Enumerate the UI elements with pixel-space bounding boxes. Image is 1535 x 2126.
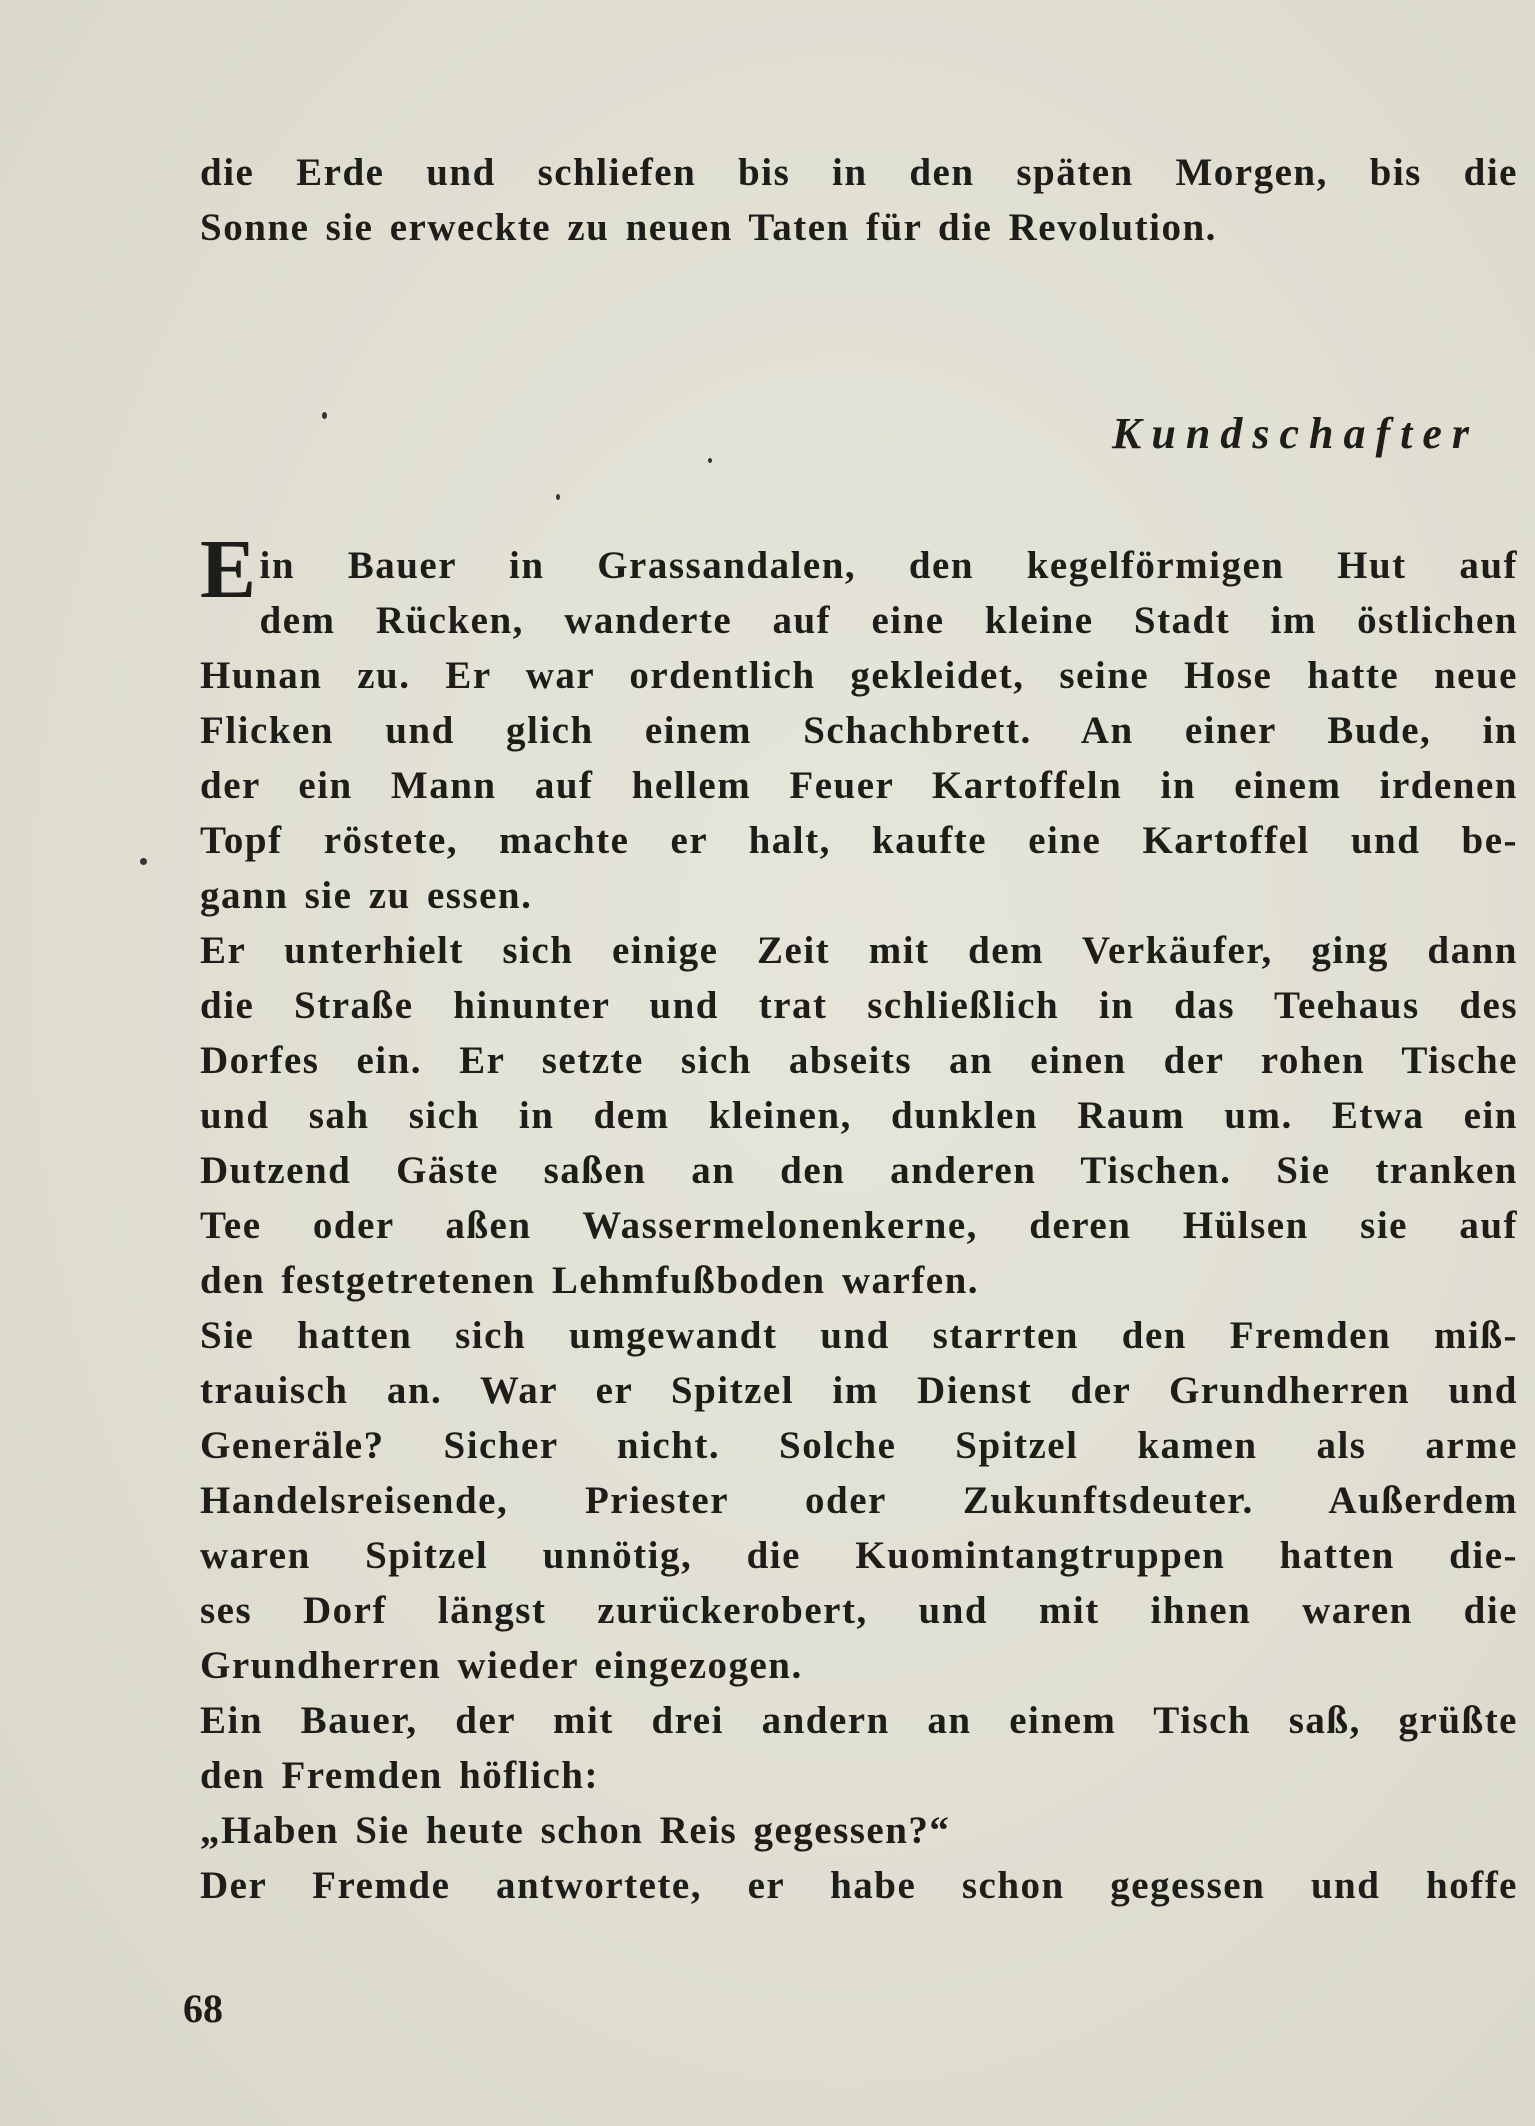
- text-line: Sie hatten sich umgewandt und starrten den Fremden miß-: [200, 1314, 1518, 1357]
- text-line: den Fremden höflich:: [200, 1754, 599, 1797]
- ink-speck: [556, 494, 560, 500]
- text-line: Er unterhielt sich einige Zeit mit dem Verkäufer, ging dann: [200, 929, 1518, 972]
- ink-speck: [708, 458, 712, 463]
- text-line: Hunan zu. Er war ordentlich gekleidet, seine Hose hatte neue: [200, 654, 1518, 697]
- text-line: ses Dorf längst zurückerobert, und mit ihnen waren die: [200, 1589, 1518, 1632]
- text-line: Topf röstete, machte er halt, kaufte eine Kartoffel und be-: [200, 819, 1518, 862]
- text-line: Dutzend Gäste saßen an den anderen Tischen. Sie tranken: [200, 1149, 1518, 1192]
- text-line: Grundherren wieder eingezogen.: [200, 1644, 803, 1687]
- page-number: 68: [183, 1986, 223, 2031]
- text-line: und sah sich in dem kleinen, dunklen Raum um. Etwa ein: [200, 1094, 1518, 1137]
- text-line: Sonne sie erweckte zu neuen Taten für die Revolution.: [200, 206, 1217, 249]
- ink-speck: [322, 412, 327, 419]
- section-title: Kundschafter: [1112, 409, 1479, 458]
- text-line: trauisch an. War er Spitzel im Dienst der Grundherren und: [200, 1369, 1518, 1412]
- top-paragraph: [200, 145, 1518, 255]
- text-line: Dorfes ein. Er setzte sich abseits an einen der rohen Tische: [200, 1039, 1518, 1082]
- ink-speck: [140, 858, 147, 865]
- text-line: Ein Bauer, der mit drei andern an einem Tisch saß, grüßte: [200, 1699, 1518, 1742]
- text-line: den festgetretenen Lehmfußboden warfen.: [200, 1259, 980, 1302]
- text-line: gann sie zu essen.: [200, 874, 533, 917]
- text-line: Flicken und glich einem Schachbrett. An einer Bude, in: [200, 709, 1518, 752]
- text-line: der ein Mann auf hellem Feuer Kartoffeln in einem irdenen: [200, 764, 1518, 807]
- text-line: „Haben Sie heute schon Reis gegessen?“: [200, 1809, 951, 1852]
- body-text: [200, 523, 1518, 1913]
- text-line: in Bauer in Grassandalen, den kegelförmigen Hut auf: [259, 544, 1518, 587]
- text-line: dem Rücken, wanderte auf eine kleine Stadt im östlichen: [259, 599, 1518, 642]
- drop-cap: E: [200, 523, 258, 616]
- text-line: Handelsreisende, Priester oder Zukunftsdeuter. Außerdem: [200, 1479, 1518, 1522]
- text-line: Generäle? Sicher nicht. Solche Spitzel kamen als arme: [200, 1424, 1518, 1467]
- text-line: Tee oder aßen Wassermelonenkerne, deren Hülsen sie auf: [200, 1204, 1518, 1247]
- text-line: waren Spitzel unnötig, die Kuomintangtruppen hatten die-: [200, 1534, 1518, 1577]
- text-line: die Erde und schliefen bis in den späten Morgen, bis die: [200, 151, 1518, 194]
- text-line: die Straße hinunter und trat schließlich in das Teehaus des: [200, 984, 1518, 1027]
- text-line: Der Fremde antwortete, er habe schon gegessen und hoffe: [200, 1864, 1518, 1907]
